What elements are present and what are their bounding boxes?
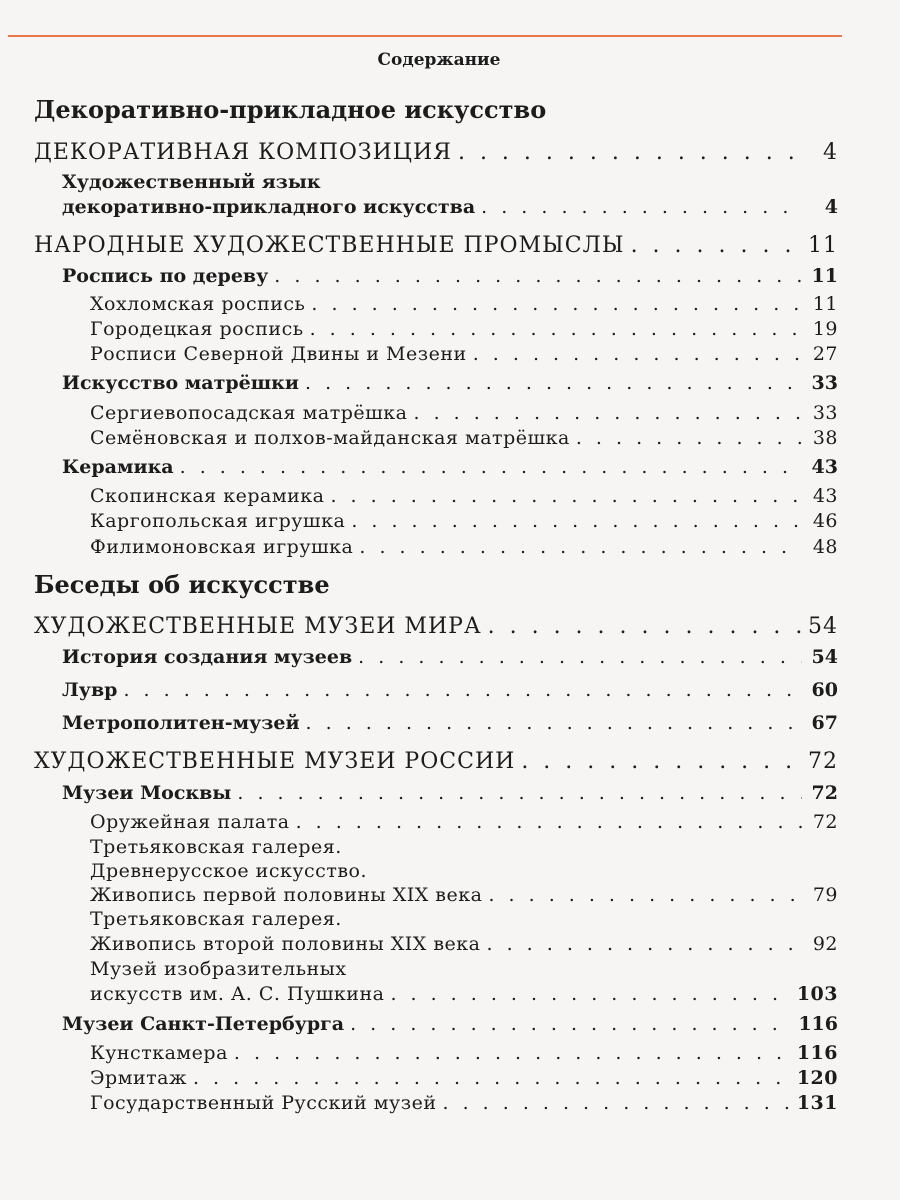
- page-number: 43: [811, 456, 838, 478]
- toc-entry-skopin[interactable]: Скопинская керамика . . . 43: [90, 485, 838, 507]
- toc-entry-armoury[interactable]: Оружейная палата . . . 72: [90, 811, 838, 833]
- dot-leader: [234, 1042, 791, 1064]
- toc-entry-spb-museums[interactable]: Музеи Санкт-Петербурга . . . 116: [62, 1013, 838, 1035]
- dot-leader: [193, 1067, 791, 1089]
- page-number: 60: [811, 679, 838, 701]
- dot-leader: [350, 1013, 792, 1035]
- dot-leader: [576, 427, 802, 449]
- toc-entry-tretyakov-first-half[interactable]: Живопись первой половины XIX века . . . 79: [90, 884, 838, 906]
- page-number: 72: [812, 811, 838, 833]
- toc-entry-filimonov[interactable]: Филимоновская игрушка . . . 48: [90, 536, 838, 558]
- header-rule: [8, 35, 842, 37]
- dot-leader: [631, 233, 802, 258]
- toc-entry-art-language-line1: Художественный язык: [62, 171, 321, 193]
- page-number: 120: [796, 1067, 838, 1089]
- page-number: 4: [823, 140, 838, 165]
- dot-leader: [237, 782, 802, 804]
- dot-leader: [481, 196, 802, 218]
- dot-leader: [359, 536, 802, 558]
- page-number: 38: [812, 427, 838, 449]
- page-number: 54: [808, 614, 838, 639]
- page-number: 11: [808, 233, 838, 258]
- dot-leader: [311, 293, 802, 315]
- dot-leader: [487, 933, 803, 955]
- page-number: 72: [811, 782, 838, 804]
- toc-entry-pushkin-line1: Музей изобразительных: [90, 958, 347, 980]
- toc-entry-sergiev-matryoshka[interactable]: Сергиевопосадская матрёшка . . . 33: [90, 402, 838, 424]
- toc-entry-museum-history[interactable]: История создания музеев . . . 54: [62, 646, 838, 668]
- toc-entry-moscow-museums[interactable]: Музеи Москвы . . . 72: [62, 782, 838, 804]
- section-heading-art-talks: Беседы об искусстве: [34, 570, 330, 599]
- toc-entry-tretyakov1-line2: Древнерусское искусство.: [90, 860, 368, 882]
- page-number: 48: [812, 536, 838, 558]
- page-number: 43: [812, 485, 838, 507]
- toc-entry-tretyakov1-line1: Третьяковская галерея.: [90, 836, 342, 858]
- toc-entry-matryoshka[interactable]: Искусство матрёшки . . . 33: [62, 372, 838, 394]
- dot-leader: [390, 983, 790, 1005]
- dot-leader: [488, 614, 802, 639]
- page-number: 67: [811, 712, 838, 734]
- dot-leader: [443, 1092, 791, 1114]
- toc-entry-tretyakov-second-half[interactable]: Живопись второй половины XIX века . . . 92: [90, 933, 838, 955]
- page-number: 79: [812, 884, 838, 906]
- page-number: 19: [812, 318, 838, 340]
- toc-entry-gorodets[interactable]: Городецкая роспись . . . 19: [90, 318, 838, 340]
- toc-entry-pushkin-museum[interactable]: искусств им. А. С. Пушкина . . . 103: [90, 983, 838, 1005]
- toc-entry-semenov-matryoshka[interactable]: Семёновская и полхов-майданская матрёшка . . . 38: [90, 427, 838, 449]
- toc-entry-louvre[interactable]: Лувр . . . 60: [62, 679, 838, 701]
- dot-leader: [458, 140, 802, 165]
- page-number: 33: [811, 372, 838, 394]
- dot-leader: [123, 679, 802, 701]
- dot-leader: [473, 343, 802, 365]
- dot-leader: [274, 265, 802, 287]
- toc-entry-kargopol[interactable]: Каргопольская игрушка . . . 46: [90, 510, 838, 532]
- page-number: 116: [796, 1042, 838, 1064]
- toc-entry-kunstkamera[interactable]: Кунсткамера . . . 116: [90, 1042, 838, 1064]
- page-number: 33: [812, 402, 838, 424]
- page-number: 103: [796, 983, 838, 1005]
- page-number: 92: [812, 933, 838, 955]
- page-number: 27: [812, 343, 838, 365]
- page-number: 46: [812, 510, 838, 532]
- toc-entry-ceramics[interactable]: Керамика . . . 43: [62, 456, 838, 478]
- toc-entry-folk-crafts[interactable]: НАРОДНЫЕ ХУДОЖЕСТВЕННЫЕ ПРОМЫСЛЫ . . . 11: [34, 233, 838, 258]
- dot-leader: [521, 749, 802, 774]
- page-title: Содержание: [377, 50, 501, 70]
- toc-entry-khokhloma[interactable]: Хохломская роспись . . . 11: [90, 293, 838, 315]
- section-heading-decorative-arts: Декоративно-прикладное искусство: [34, 95, 547, 124]
- page-number: 54: [811, 646, 838, 668]
- page-number: 131: [796, 1092, 838, 1114]
- toc-entry-hermitage[interactable]: Эрмитаж . . . 120: [90, 1067, 838, 1089]
- dot-leader: [488, 884, 802, 906]
- dot-leader: [330, 485, 802, 507]
- page-number: 11: [811, 265, 838, 287]
- toc-entry-world-museums[interactable]: ХУДОЖЕСТВЕННЫЕ МУЗЕИ МИРА . . . 54: [34, 614, 838, 639]
- page-number: 72: [808, 749, 838, 774]
- dot-leader: [413, 402, 802, 424]
- toc-entry-dvina-mezen[interactable]: Росписи Северной Двины и Мезени . . . 27: [90, 343, 838, 365]
- page-number: 4: [824, 196, 838, 218]
- page-number: 11: [812, 293, 838, 315]
- toc-entry-art-language[interactable]: декоративно-прикладного искусства . . . 4: [62, 196, 838, 218]
- dot-leader: [351, 510, 802, 532]
- dot-leader: [358, 646, 802, 668]
- toc-entry-met[interactable]: Метрополитен-музей . . . 67: [62, 712, 838, 734]
- dot-leader: [296, 811, 802, 833]
- toc-entry-tretyakov2-line1: Третьяковская галерея.: [90, 908, 342, 930]
- toc-entry-russia-museums[interactable]: ХУДОЖЕСТВЕННЫЕ МУЗЕИ РОССИИ . . . 72: [34, 749, 838, 774]
- toc-entry-decorative-composition[interactable]: ДЕКОРАТИВНАЯ КОМПОЗИЦИЯ . . . 4: [34, 140, 838, 165]
- toc-entry-wood-painting[interactable]: Роспись по дереву . . . 11: [62, 265, 838, 287]
- page-number: 116: [798, 1013, 838, 1035]
- dot-leader: [306, 712, 802, 734]
- dot-leader: [305, 372, 802, 394]
- toc-entry-russian-museum[interactable]: Государственный Русский музей . . . 131: [90, 1092, 838, 1114]
- dot-leader: [180, 456, 802, 478]
- dot-leader: [310, 318, 802, 340]
